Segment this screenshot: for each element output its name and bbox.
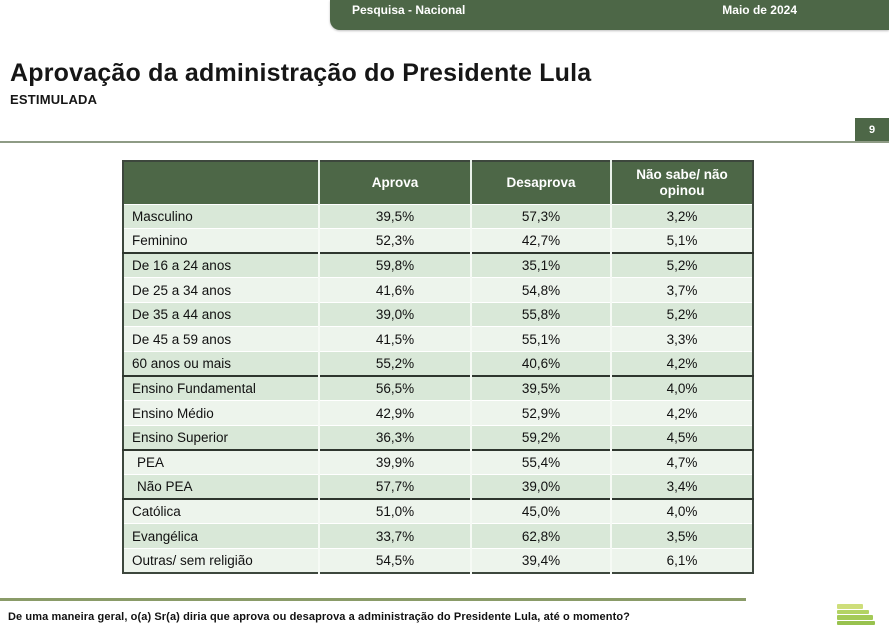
- logo-bar: [837, 615, 873, 620]
- cell-nao-sabe: 5,2%: [611, 302, 753, 327]
- row-label: Católica: [123, 499, 319, 524]
- column-header-nao-sabe: Não sabe/ não opinou: [611, 161, 753, 204]
- row-label: Não PEA: [123, 475, 319, 500]
- cell-aprova: 55,2%: [319, 352, 471, 377]
- cell-desaprova: 55,4%: [471, 450, 611, 475]
- row-label: Ensino Fundamental: [123, 376, 319, 401]
- row-label: Ensino Médio: [123, 401, 319, 426]
- cell-desaprova: 39,5%: [471, 376, 611, 401]
- page-title: Aprovação da administração do Presidente Lula: [10, 59, 592, 87]
- cell-aprova: 56,5%: [319, 376, 471, 401]
- cell-nao-sabe: 5,1%: [611, 229, 753, 254]
- table-row: [123, 548, 753, 573]
- cell-nao-sabe: 3,2%: [611, 204, 753, 229]
- cell-desaprova: 62,8%: [471, 524, 611, 549]
- survey-date-label: Maio de 2024: [722, 3, 797, 17]
- column-header-demographic: [123, 161, 319, 204]
- table-row: [123, 376, 753, 401]
- approval-table-container: [122, 160, 754, 574]
- cell-aprova: 54,5%: [319, 548, 471, 573]
- logo-bar: [837, 621, 875, 626]
- table-row: [123, 253, 753, 278]
- cell-aprova: 59,8%: [319, 253, 471, 278]
- title-block: [10, 58, 591, 107]
- cell-nao-sabe: 3,3%: [611, 327, 753, 352]
- cell-nao-sabe: 4,2%: [611, 401, 753, 426]
- cell-nao-sabe: 4,0%: [611, 376, 753, 401]
- table-row: [123, 302, 753, 327]
- column-header-aprova: Aprova: [319, 161, 471, 204]
- table-row: [123, 401, 753, 426]
- cell-nao-sabe: 3,5%: [611, 524, 753, 549]
- table-row: [123, 229, 753, 254]
- row-label: Outras/ sem religião: [123, 548, 319, 573]
- row-label: PEA: [123, 450, 319, 475]
- table-row: [123, 475, 753, 500]
- cell-desaprova: 54,8%: [471, 278, 611, 303]
- cell-aprova: 52,3%: [319, 229, 471, 254]
- table-row: [123, 352, 753, 377]
- survey-scope-label: Pesquisa - Nacional: [352, 3, 466, 17]
- title-divider-line: [0, 141, 889, 143]
- cell-aprova: 41,5%: [319, 327, 471, 352]
- table-body: [123, 204, 753, 573]
- cell-aprova: 42,9%: [319, 401, 471, 426]
- table-header-row: [123, 161, 753, 204]
- row-label: Feminino: [123, 229, 319, 254]
- row-label: De 35 a 44 anos: [123, 302, 319, 327]
- logo-bar: [837, 604, 863, 609]
- cell-desaprova: 55,1%: [471, 327, 611, 352]
- cell-desaprova: 57,3%: [471, 204, 611, 229]
- cell-nao-sabe: 4,7%: [611, 450, 753, 475]
- cell-aprova: 36,3%: [319, 425, 471, 450]
- table-row: [123, 278, 753, 303]
- cell-desaprova: 35,1%: [471, 253, 611, 278]
- cell-aprova: 39,0%: [319, 302, 471, 327]
- table-row: [123, 524, 753, 549]
- cell-desaprova: 42,7%: [471, 229, 611, 254]
- logo-bar: [837, 610, 869, 615]
- row-label: 60 anos ou mais: [123, 352, 319, 377]
- cell-nao-sabe: 4,0%: [611, 499, 753, 524]
- cell-desaprova: 52,9%: [471, 401, 611, 426]
- cell-aprova: 33,7%: [319, 524, 471, 549]
- row-label: Ensino Superior: [123, 425, 319, 450]
- cell-nao-sabe: 5,2%: [611, 253, 753, 278]
- cell-aprova: 51,0%: [319, 499, 471, 524]
- top-header-bar: [330, 0, 889, 30]
- row-label: De 25 a 34 anos: [123, 278, 319, 303]
- table-row: [123, 425, 753, 450]
- cell-desaprova: 59,2%: [471, 425, 611, 450]
- cell-aprova: 39,5%: [319, 204, 471, 229]
- cell-desaprova: 39,4%: [471, 548, 611, 573]
- cell-nao-sabe: 4,2%: [611, 352, 753, 377]
- logo: [837, 604, 875, 625]
- row-label: De 45 a 59 anos: [123, 327, 319, 352]
- cell-desaprova: 55,8%: [471, 302, 611, 327]
- cell-aprova: 39,9%: [319, 450, 471, 475]
- page-subtitle: ESTIMULADA: [10, 92, 98, 107]
- table-row: [123, 450, 753, 475]
- cell-nao-sabe: 3,4%: [611, 475, 753, 500]
- cell-aprova: 57,7%: [319, 475, 471, 500]
- cell-nao-sabe: 3,7%: [611, 278, 753, 303]
- cell-nao-sabe: 6,1%: [611, 548, 753, 573]
- row-label: Evangélica: [123, 524, 319, 549]
- cell-nao-sabe: 4,5%: [611, 425, 753, 450]
- cell-desaprova: 39,0%: [471, 475, 611, 500]
- cell-desaprova: 45,0%: [471, 499, 611, 524]
- survey-question-text: De uma maneira geral, o(a) Sr(a) diria que aprova ou desaprova a administração do Presidente Lula, até o momento?: [8, 611, 630, 623]
- table-row: [123, 327, 753, 352]
- table-row: [123, 499, 753, 524]
- column-header-desaprova: Desaprova: [471, 161, 611, 204]
- page-number-badge: 9: [855, 118, 889, 142]
- row-label: Masculino: [123, 204, 319, 229]
- table-row: [123, 204, 753, 229]
- row-label: De 16 a 24 anos: [123, 253, 319, 278]
- footer-divider-line: [0, 598, 746, 601]
- cell-aprova: 41,6%: [319, 278, 471, 303]
- cell-desaprova: 40,6%: [471, 352, 611, 377]
- approval-table: [122, 160, 754, 574]
